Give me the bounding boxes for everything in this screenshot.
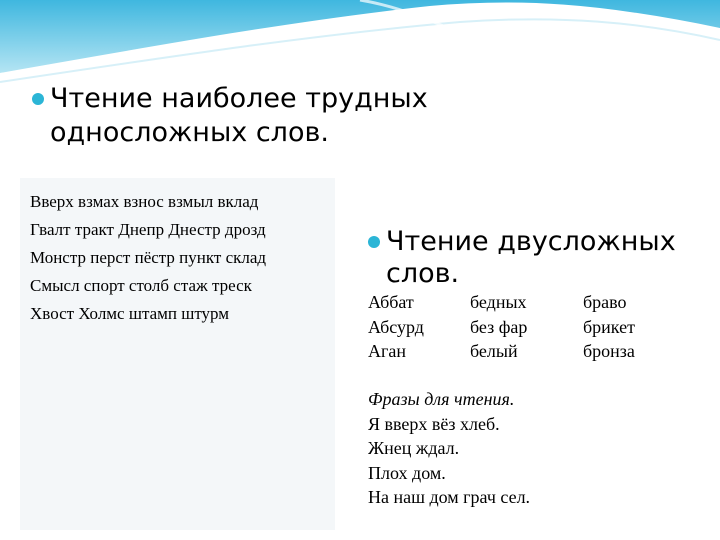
heading-line-2: слов.	[386, 258, 460, 289]
table-cell: без фар	[470, 316, 528, 337]
bullet-icon	[32, 93, 44, 105]
phrase-line: Жнец ждал.	[368, 438, 460, 458]
word-line: Хвост Холмс штамп штурм	[30, 304, 230, 323]
table-cell: Абсурд	[368, 316, 424, 337]
table-cell: белый	[470, 341, 518, 361]
heading-disyllabic	[368, 226, 698, 290]
word-line: Гвалт тракт Днепр Днестр дрозд	[30, 220, 266, 239]
phrase-line: Плох дом.	[368, 462, 446, 483]
table-cell: брикет	[583, 316, 635, 337]
heading-line-1: Чтение двусложных	[386, 226, 676, 257]
heading-monosyllabic	[32, 82, 452, 150]
word-line: Смысл спорт столб стаж треск	[30, 276, 252, 295]
table-cell: бедных	[470, 292, 527, 312]
bullet-icon	[368, 236, 380, 248]
reading-phrases	[368, 387, 530, 510]
phrases-title: Фразы для чтения.	[368, 389, 515, 409]
table-cell: Аббат	[368, 292, 414, 312]
table-cell: Аган	[368, 341, 407, 361]
monosyllabic-word-list	[30, 188, 266, 328]
table-cell: браво	[583, 292, 627, 312]
phrase-line: На наш дом грач сел.	[368, 487, 531, 507]
word-line: Монстр перст пёстр пункт склад	[30, 248, 267, 267]
table-cell: бронза	[583, 341, 635, 361]
word-line: Вверх взмах взнос взмыл вклад	[30, 192, 259, 211]
heading-line-1: Чтение наиболее трудных	[50, 83, 428, 114]
heading-line-2: односложных слов.	[50, 117, 329, 148]
phrase-line: Я вверх вёз хлеб.	[368, 413, 500, 434]
